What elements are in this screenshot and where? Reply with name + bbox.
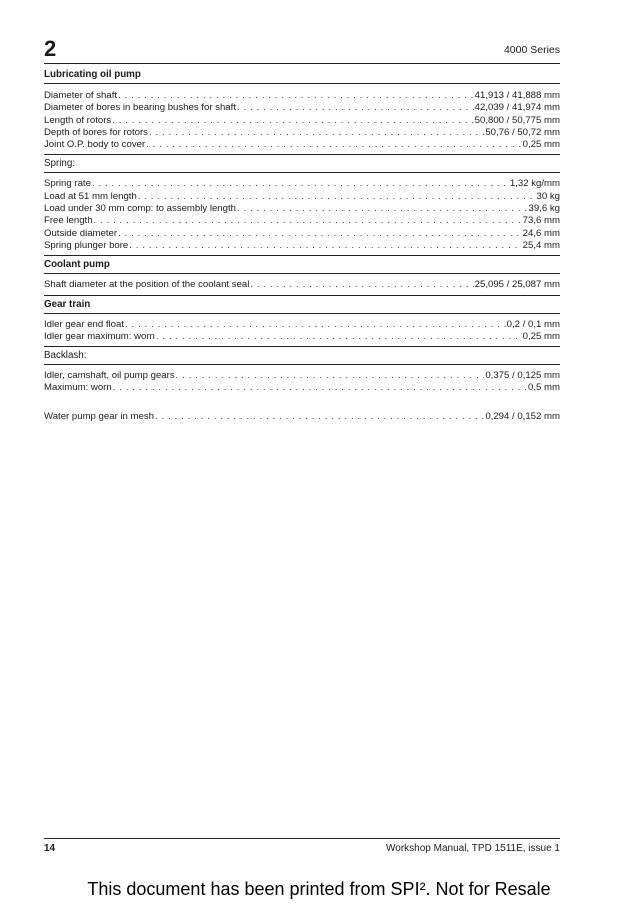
section-gear-train [44,295,560,344]
spec-value: 0,5 mm [528,382,560,394]
spec-label: Outside diameter [44,227,118,239]
section-coolant-pump [44,255,560,291]
page-number: 14 [44,843,56,854]
section-divider [44,172,560,173]
leader-dots [176,370,485,382]
footer-divider [44,838,560,839]
section-lubricating-oil-pump [44,68,560,151]
spec-value: 0,294 / 0,152 mm [485,410,560,422]
spec-label: Maximum: worn [44,382,112,394]
section-divider [44,273,560,274]
spec-label: Idler gear end float [44,318,125,330]
spec-row [44,228,560,240]
spec-value: 50,76 / 50,72 mm [485,126,560,138]
spec-value: 30 kg [536,190,560,202]
section-divider [44,313,560,314]
print-notice-banner: This document has been printed from SPI². Not for Resale [87,879,551,899]
leader-dots [118,228,522,240]
spec-row [44,279,560,291]
spec-row [44,90,560,102]
leader-dots [94,215,522,227]
section-title: Coolant pump [44,259,110,271]
leader-dots [138,191,536,203]
spec-label: Load at 51 mm length [44,190,137,202]
section-backlash [44,346,560,395]
spec-label: Idler, camshaft, oil pump gears [44,370,175,382]
section-divider [44,346,560,347]
spec-label: Diameter of bores in bearing bushes for shaft [44,102,236,114]
leader-dots [146,139,522,151]
spec-label: Joint O.P. body to cover [44,139,146,151]
spec-label: Depth of bores for rotors [44,126,148,138]
section-water-pump-gear [44,411,560,423]
spec-value: 42,039 / 41,974 mm [474,102,560,114]
spec-row [44,139,560,151]
spec-value: 1,32 kg/mm [509,178,560,190]
leader-dots [156,331,522,343]
spec-row [44,319,560,331]
section-title: Lubricating oil pump [44,69,141,80]
section-divider [44,83,560,84]
header-divider [44,63,560,64]
spec-row [44,203,560,215]
section-subtitle: Backlash: [44,350,87,362]
spec-row [44,127,560,139]
section-divider [44,255,560,256]
spec-label: Length of rotors [44,114,112,126]
leader-dots [237,102,474,114]
section-title: Gear train [44,298,91,310]
spec-value: 25,4 mm [522,239,560,251]
leader-dots [112,115,473,127]
spec-row [44,240,560,252]
spec-value: 0,25 mm [522,330,560,342]
spec-label: Shaft diameter at the position of the coolant seal [44,279,250,291]
spec-value: 0,375 / 0,125 mm [485,370,560,382]
spec-row [44,102,560,114]
spec-value: 41,913 / 41,888 mm [474,90,560,101]
leader-dots [92,178,509,190]
spec-value: 50,800 / 50,775 mm [474,114,560,126]
spec-value: 39,6 kg [528,203,560,215]
spec-value: 0,2 / 0,1 mm [506,318,560,330]
spec-label: Load under 30 mm comp: to assembly length [44,203,236,215]
spec-label: Diameter of shaft [44,90,118,101]
spec-row [44,411,560,423]
spec-row [44,370,560,382]
leader-dots [129,240,521,252]
spec-row [44,382,560,394]
chapter-number: 2 [44,36,57,61]
leader-dots [237,203,528,215]
spec-row [44,331,560,343]
spec-label: Water pump gear in mesh [44,410,155,422]
leader-dots [149,127,484,139]
leader-dots [113,382,527,394]
spec-label: Spring plunger bore [44,239,129,251]
spec-label: Free length [44,215,93,227]
spec-content [44,67,560,423]
leader-dots [125,319,506,331]
section-spring [44,154,560,252]
series-title: 4000 Series [503,44,560,56]
spec-label: Spring rate [44,178,91,190]
document-reference: Workshop Manual, TPD 1511E, issue 1 [386,843,560,854]
section-divider [44,295,560,296]
spec-label: Idler gear maximum: worn [44,330,155,342]
spec-value: 25,095 / 25,087 mm [474,279,560,291]
section-divider [44,154,560,155]
section-divider [44,364,560,365]
spec-row [44,215,560,227]
spec-value: 0,25 mm [522,139,560,151]
leader-dots [250,279,473,291]
section-subtitle: Spring: [44,158,76,170]
spec-value: 24,6 mm [522,227,560,239]
spec-row [44,191,560,203]
leader-dots [155,411,484,423]
spec-row [44,178,560,190]
spec-row [44,115,560,127]
spec-value: 73,6 mm [522,215,560,227]
leader-dots [118,90,474,102]
